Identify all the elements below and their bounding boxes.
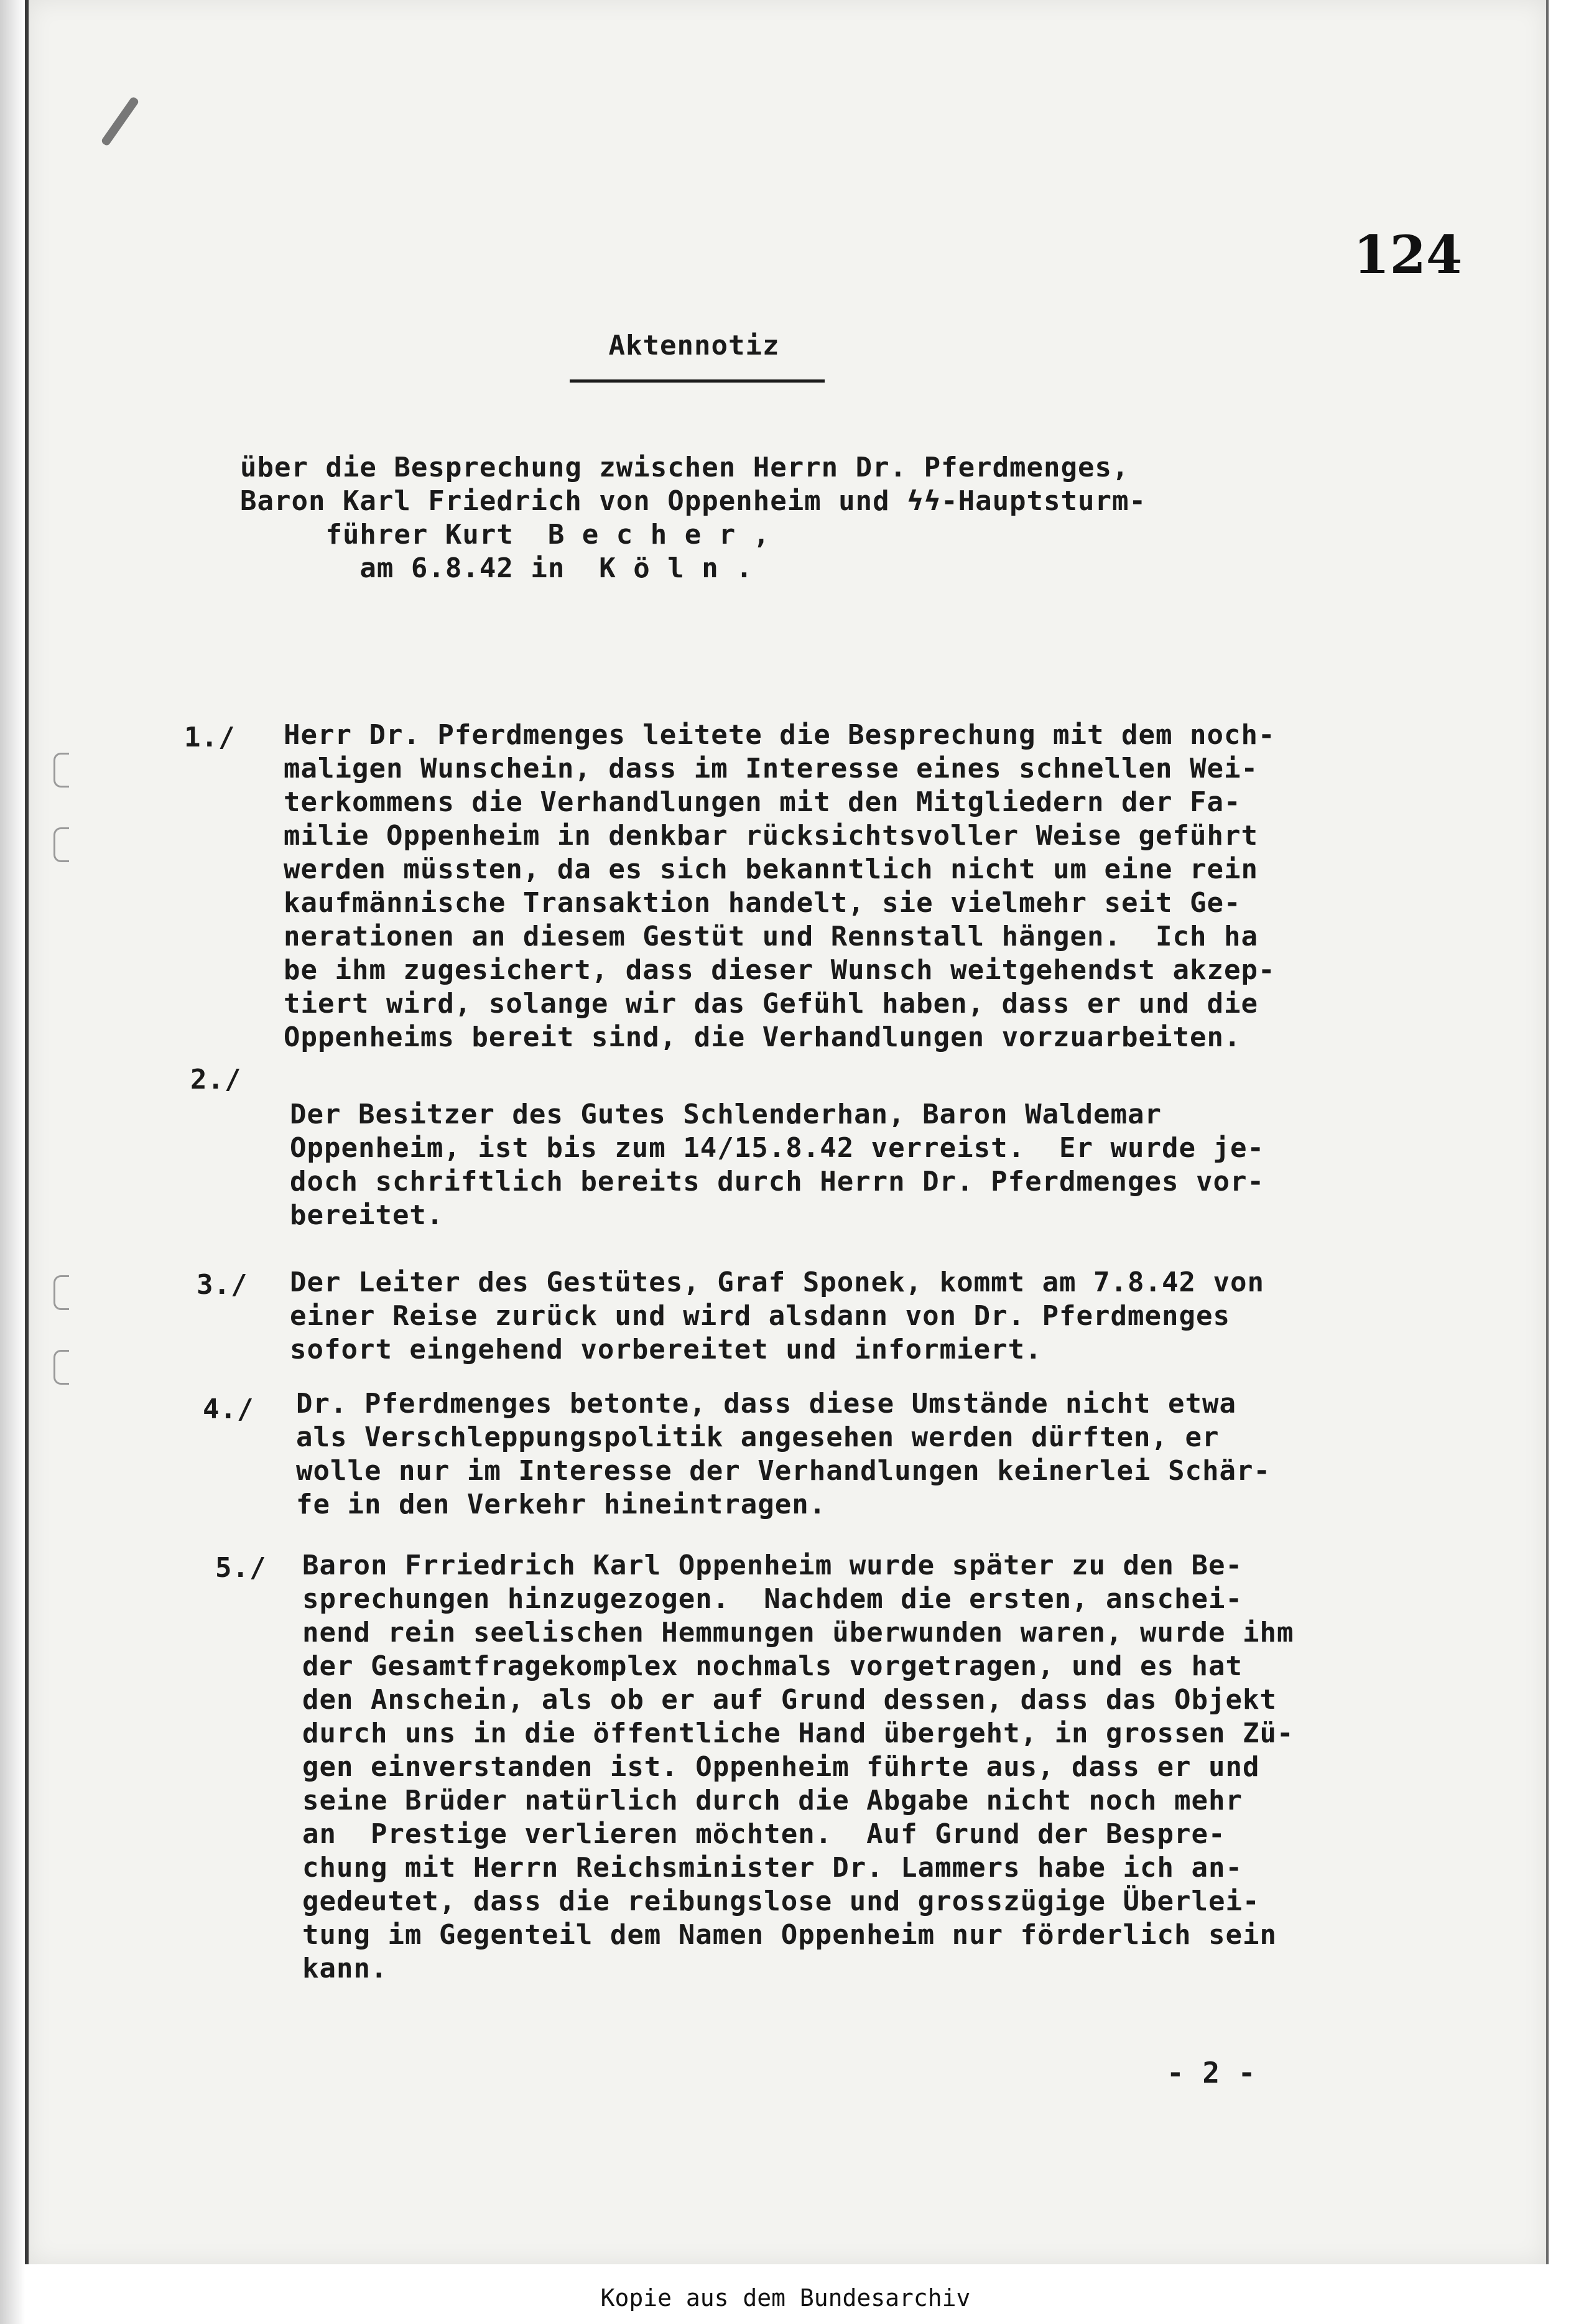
document-page (25, 0, 1549, 2264)
punch-hole (53, 753, 69, 788)
item-line: chung mit Herrn Reichsminister Dr. Lammers habe ich an- (302, 1852, 1243, 1884)
item-line: maligen Wunschein, dass im Interesse eines schnellen Wei- (284, 753, 1258, 784)
item-line: kann. (302, 1953, 388, 1984)
item-line: als Verschleppungspolitik angesehen werden dürften, er (296, 1421, 1220, 1453)
item-line: durch uns in die öffentliche Hand übergeht, in grossen Zü- (302, 1717, 1294, 1749)
subject-line: am 6.8.42 in K ö l n . (240, 552, 753, 584)
item-line: werden müssten, da es sich bekanntlich nicht um eine rein (284, 853, 1258, 885)
item-line: wolle nur im Interesse der Verhandlungen keinerlei Schär- (296, 1455, 1271, 1487)
item-line: Oppenheims bereit sind, die Verhandlungen vorzuarbeiten. (284, 1021, 1241, 1053)
item-line: Der Besitzer des Gutes Schlenderhan, Baron Waldemar (290, 1099, 1162, 1130)
subject-line: über die Besprechung zwischen Herrn Dr. Pferdmenges, (240, 452, 1129, 483)
punch-hole (53, 827, 69, 862)
item-line: sofort eingehend vorbereitet und informiert. (290, 1334, 1042, 1365)
subject-block (240, 451, 1360, 585)
subject-line: führer Kurt B e c h e r , (240, 519, 771, 551)
item-line: tiert wird, solange wir das Gefühl haben, dass er und die (284, 988, 1258, 1020)
item-line: Herr Dr. Pferdmenges leitete die Besprechung mit dem noch- (284, 719, 1276, 751)
document-title: Aktennotiz (608, 330, 780, 361)
item-line: den Anschein, als ob er auf Grund dessen, dass das Objekt (302, 1684, 1277, 1716)
item-number: 3./ (197, 1269, 248, 1301)
item-line: gedeutet, dass die reibungslose und grosszügige Überlei- (302, 1885, 1260, 1917)
item-line: kaufmännische Transaktion handelt, sie vielmehr seit Ge- (284, 887, 1241, 919)
item-1-text (284, 718, 1275, 1054)
item-line: doch schriftlich bereits durch Herrn Dr. Pferdmenges vor- (290, 1166, 1264, 1197)
item-3-text (290, 1266, 1264, 1367)
subject-line: Baron Karl Friedrich von Oppenheim und ϟϟ-Hauptsturm- (240, 485, 1146, 517)
item-line: sprechungen hinzugezogen. Nachdem die ersten, anschei- (302, 1583, 1243, 1615)
item-line: einer Reise zurück und wird alsdann von Dr. Pferdmenges (290, 1300, 1230, 1332)
item-line: Baron Frriedrich Karl Oppenheim wurde später zu den Be- (302, 1550, 1243, 1581)
item-line: milie Oppenheim in denkbar rücksichtsvoller Weise geführt (284, 820, 1258, 852)
item-line: seine Brüder natürlich durch die Abgabe nicht noch mehr (302, 1785, 1243, 1816)
item-line: terkommens die Verhandlungen mit den Mitgliedern der Fa- (284, 786, 1241, 818)
punch-hole (53, 1350, 69, 1385)
item-line: gen einverstanden ist. Oppenheim führte aus, dass er und (302, 1751, 1260, 1783)
item-line: an Prestige verlieren möchten. Auf Grund der Bespre- (302, 1818, 1226, 1850)
punch-hole (53, 1275, 69, 1310)
item-line: Der Leiter des Gestütes, Graf Sponek, kommt am 7.8.42 von (290, 1267, 1264, 1298)
item-number: 2./ (190, 1064, 242, 1095)
item-number: 4./ (203, 1393, 254, 1425)
item-2-text (290, 1098, 1264, 1232)
item-line: tung im Gegenteil dem Namen Oppenheim nur förderlich sein (302, 1919, 1277, 1951)
item-4-text (296, 1387, 1271, 1522)
page-number: 124 (1353, 224, 1463, 286)
staple-mark (100, 96, 139, 147)
item-number: 1./ (184, 722, 236, 753)
item-line: be ihm zugesichert, dass dieser Wunsch weitgehendst akzep- (284, 954, 1276, 986)
item-line: bereitet. (290, 1199, 444, 1231)
item-line: fe in den Verkehr hineintragen. (296, 1489, 827, 1520)
item-line: Oppenheim, ist bis zum 14/15.8.42 verreist. Er wurde je- (290, 1132, 1264, 1164)
continuation-marker: - 2 - (1167, 2056, 1256, 2089)
item-number: 5./ (215, 1552, 267, 1584)
scan-edge (0, 0, 25, 2324)
item-5-text (302, 1549, 1294, 1986)
item-line: nend rein seelischen Hemmungen überwunden waren, wurde ihm (302, 1617, 1294, 1648)
archive-note: Kopie aus dem Bundesarchiv (600, 2284, 971, 2312)
title-underline (570, 379, 825, 383)
item-line: Dr. Pferdmenges betonte, dass diese Umstände nicht etwa (296, 1388, 1236, 1420)
item-line: der Gesamtfragekomplex nochmals vorgetragen, und es hat (302, 1650, 1243, 1682)
item-line: nerationen an diesem Gestüt und Rennstall hängen. Ich ha (284, 921, 1258, 952)
